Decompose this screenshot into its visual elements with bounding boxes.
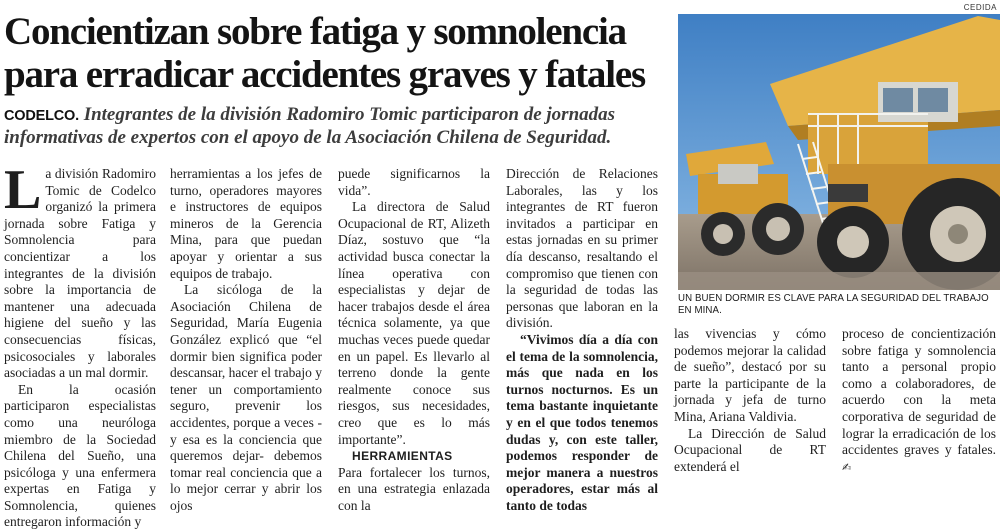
subhead: HERRAMIENTAS <box>352 449 453 464</box>
paragraph-4: La sicóloga de la Asociación Chilena de Seguridad, María Eugenia González explicó que “el dormir bien significa poder descansar, hacer el trabajo y tener un comportamiento seguro, prevenir los accidentes, porque a veces -y esa es la conciencia que queremos dejar- debemos tomar real conciencia que a lo mejor cerrar y abrir los ojos <box>170 282 323 513</box>
column-2 <box>170 166 322 514</box>
column-1 <box>4 159 156 531</box>
column-6 <box>842 326 996 476</box>
headline-line-1: Concientizan sobre fatiga y somnolencia <box>4 10 626 53</box>
paragraph-3: herramientas a los jefes de turno, operadores mayores e instructores de equipos mineros de la Gerencia Mina, para que puedan apoyar y orientar a sus equipos de trabajo. <box>170 166 322 281</box>
paragraph-12 <box>842 326 996 476</box>
paragraph-10: las vivencias y cómo podemos mejorar la calidad de sueño”, destacó por su parte la participante de la jornada y jefa de turno Mina, Ariana Valdivia. <box>674 326 826 424</box>
paragraph-8: Dirección de Relaciones Laborales, las y los integrantes de RT fueron invitados a participar en estas jornadas en su primer día descanso, resaltando el compromiso que tienen con la seguridad de todas las personas que laboran en la división. <box>506 166 658 331</box>
paragraph-1 <box>4 159 156 382</box>
mining-trucks-photo <box>678 14 1000 290</box>
paragraph-6: La directora de Salud Ocupacional de RT, Alizeth Díaz, sostuvo que “la actividad busca conectar la línea operativa con especialistas y dejar de hacer trabajos desde el área técnica solamente, ya que muchas veces puede quedar en un papel. Es llevarlo al terreno donde la gente realmente conoce sus riesgos, sus necesidades, creo que es lo más importante”. <box>338 199 490 447</box>
brand-label: CODELCO. <box>4 108 79 124</box>
end-mark-icon: ✍ <box>842 460 852 474</box>
photo-credit: CEDIDA <box>963 3 997 12</box>
deck <box>4 104 674 149</box>
paragraph-12-text: proceso de concientización sobre fatiga y somnolencia tanto a personal propio como a colaboradores, de acuerdo con la meta corporativa de seguridad de lograr la erradicación de los accidentes graves y fatales. <box>842 326 996 458</box>
paragraph-11: La Dirección de Salud Ocupacional de RT extenderá el <box>674 425 826 474</box>
column-3 <box>338 166 490 514</box>
headline <box>4 10 676 96</box>
column-4 <box>506 166 658 514</box>
paragraph-9: “Vivimos día a día con el tema de la somnolencia, más que nada en los turnos nocturnos. Es un tema bastante inquietante y en el que todos tenemos dudas y, con este taller, podemos responder de mejor manera a nuestros operadores, estar más al tanto de todas <box>506 331 658 513</box>
paragraph-1-text: a división Radomiro Tomic de Codelco organizó la primera jornada sobre Fatiga y Somnolencia para concientizar a los integrantes de la división sobre la importancia de mantener una adecuada higiene del sueño y las consecuencias físicas, psicosociales y laborales asociadas a un mal dormir. <box>4 166 156 381</box>
paragraph-5: puede significarnos la vida”. <box>338 166 490 198</box>
paragraph-2: En la ocasión participaron especialistas como una neuróloga miembro de la Sociedad Chilena del Sueño, una psicóloga y una enfermera expertas en Fatiga y Somnolencia, quienes entregaron información y <box>4 381 156 530</box>
photo-caption: UN BUEN DORMIR ES CLAVE PARA LA SEGURIDAD DEL TRABAJO EN MINA. <box>678 293 989 316</box>
deck-text: Integrantes de la división Radomiro Tomic participaron de jornadas informativas de expertos con el apoyo de la Asociación Chilena de Seguridad. <box>4 104 616 148</box>
headline-line-2: para erradicar accidentes graves y fatales <box>4 53 645 96</box>
paragraph-7: Para fortalecer los turnos, en una estrategia enlazada con la <box>338 464 490 513</box>
dropcap: L <box>4 159 42 221</box>
